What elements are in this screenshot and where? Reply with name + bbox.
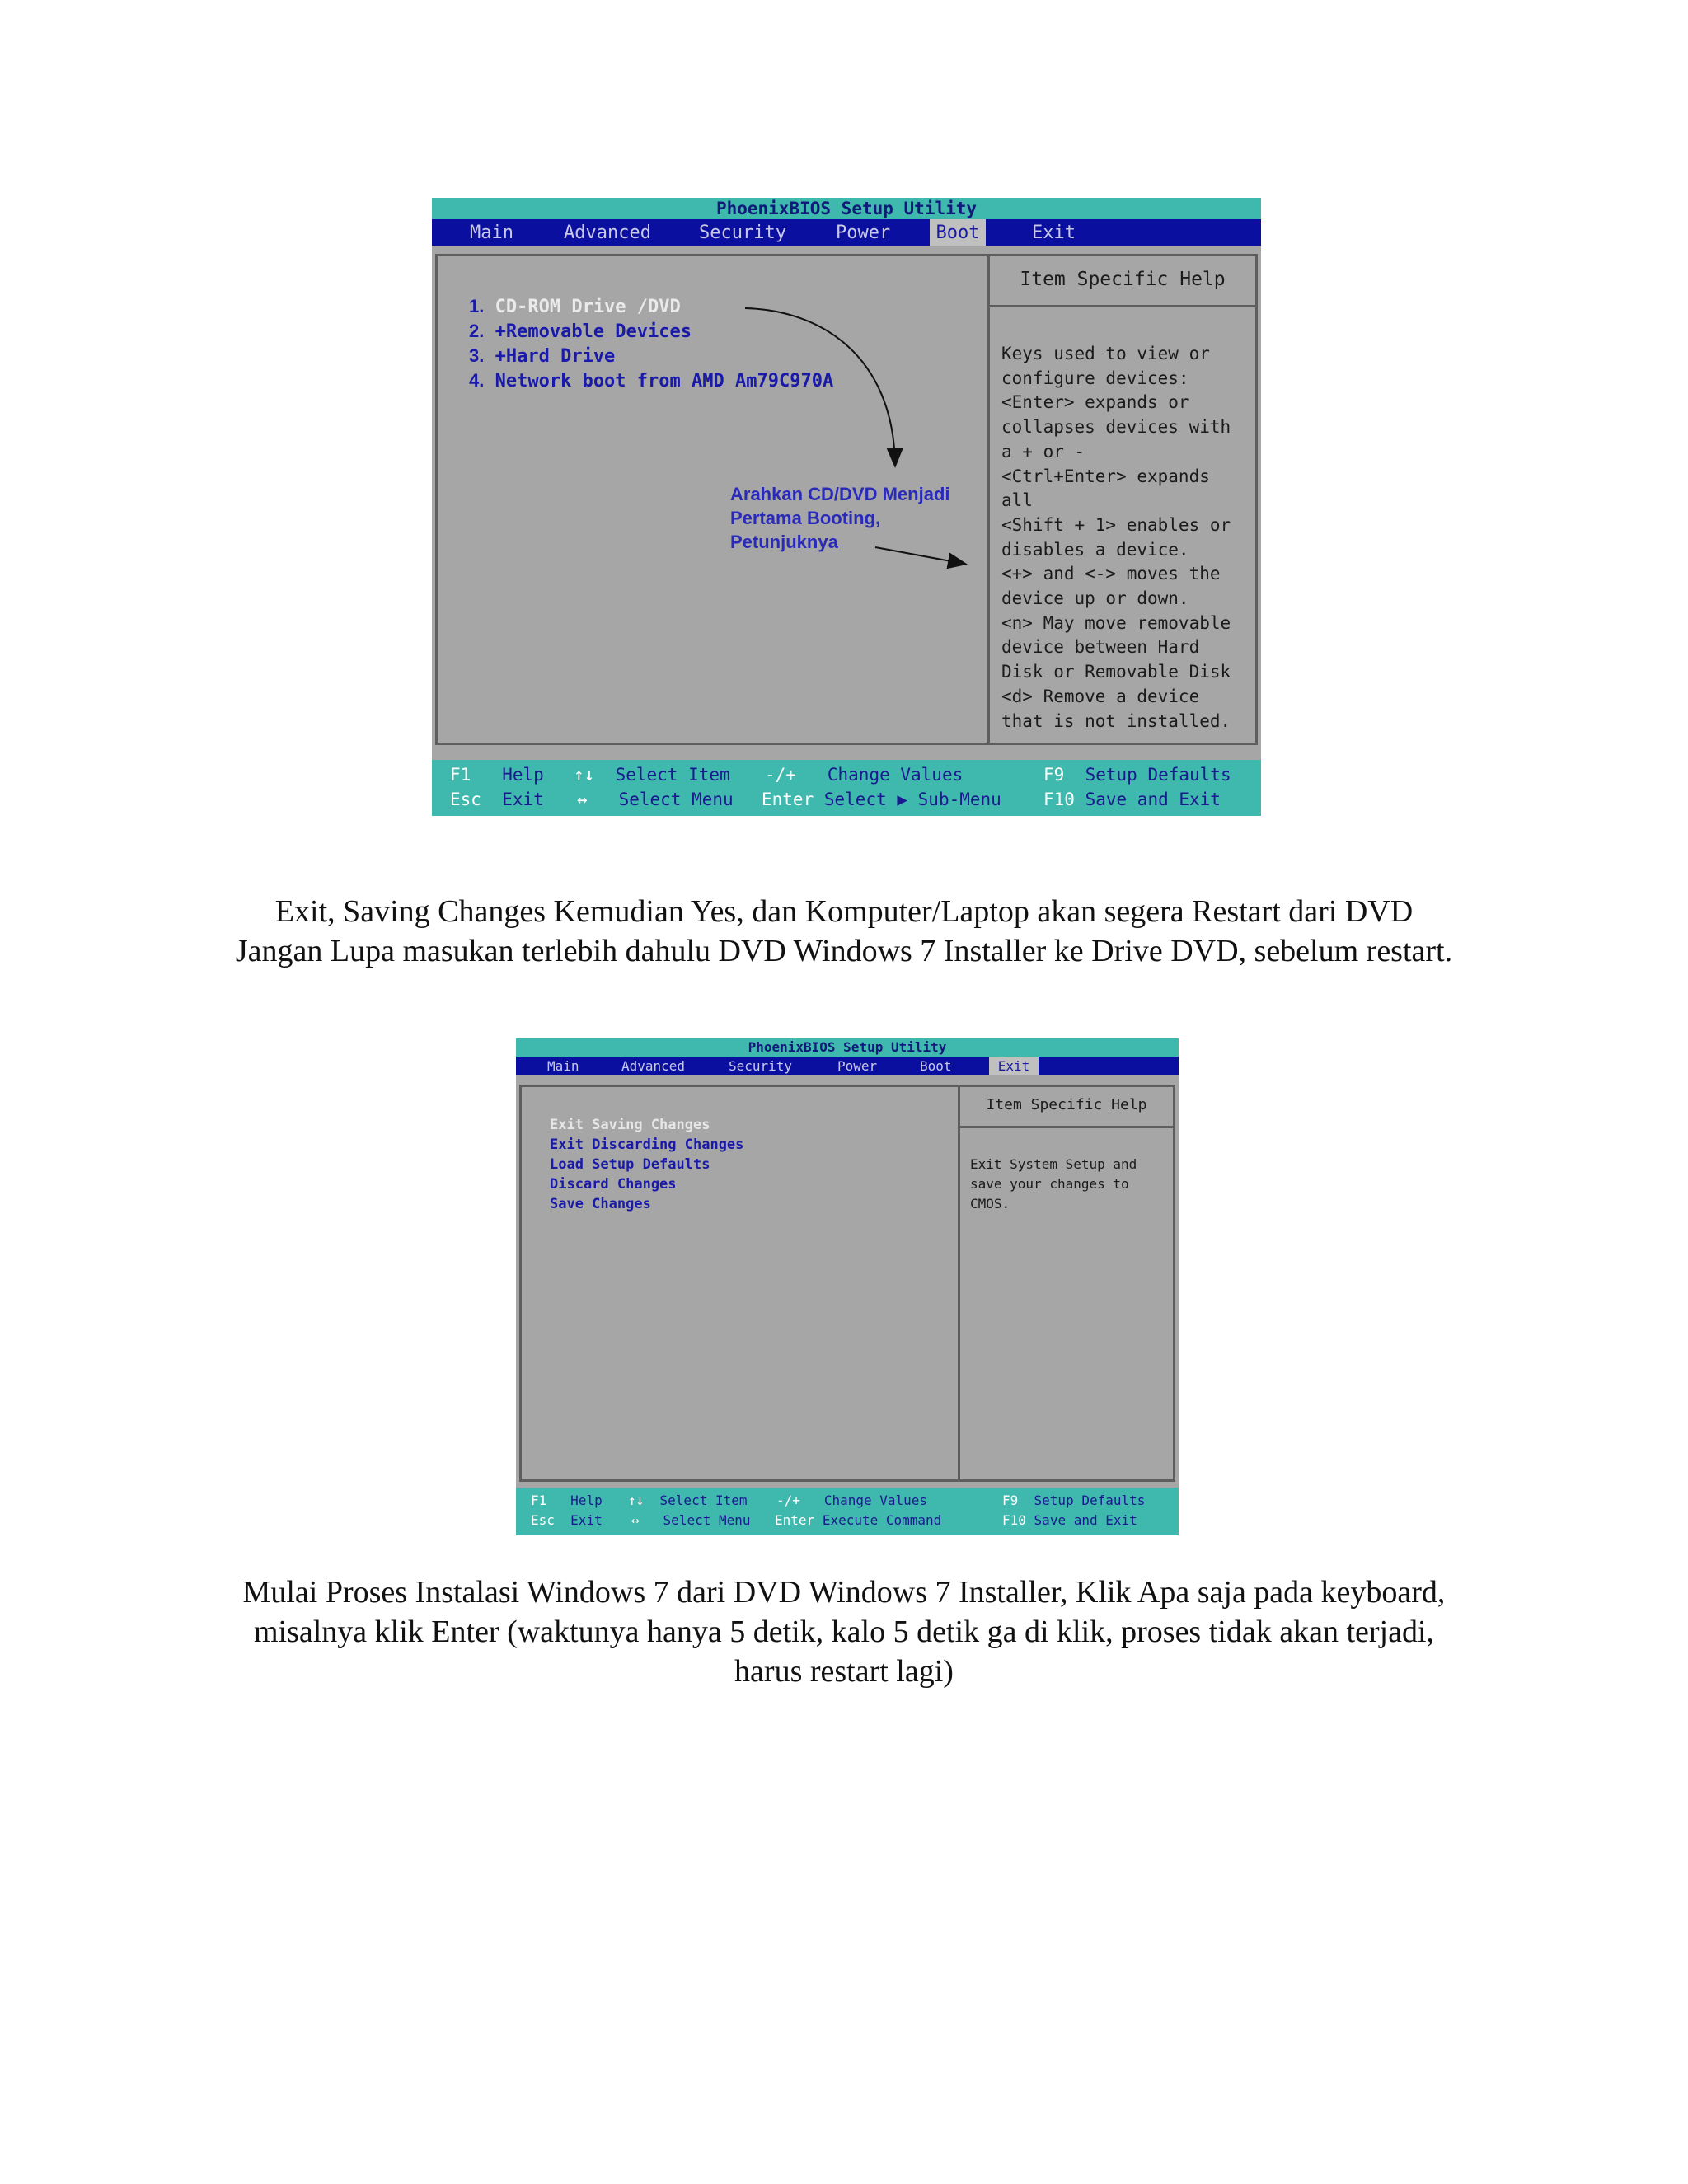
key-select-menu bbox=[631, 1512, 751, 1528]
key-f1-help bbox=[450, 765, 544, 785]
key-label: Select Menu bbox=[663, 1512, 751, 1528]
help-title: Item Specific Help bbox=[990, 256, 1255, 307]
key-label: Select Item bbox=[659, 1493, 748, 1508]
key-name: F10 bbox=[1043, 790, 1075, 809]
key-change-values bbox=[776, 1493, 927, 1508]
key-label: Exit bbox=[502, 790, 544, 809]
exit-option-save-changes[interactable]: Save Changes bbox=[550, 1196, 651, 1212]
caption-install-instructions bbox=[0, 1572, 1688, 1691]
curved-arrow bbox=[745, 308, 895, 465]
key-name: F1 bbox=[531, 1493, 547, 1508]
key-label: Setup Defaults bbox=[1085, 765, 1231, 785]
bios-boot-screenshot bbox=[432, 198, 1261, 816]
key-label: Save and Exit bbox=[1085, 790, 1221, 809]
menu-boot[interactable]: Boot bbox=[920, 1057, 952, 1074]
key-select-item bbox=[574, 765, 730, 785]
key-select-item bbox=[628, 1493, 748, 1508]
help-title: Item Specific Help bbox=[960, 1087, 1173, 1128]
help-panel bbox=[958, 1085, 1175, 1482]
key-label: Select Item bbox=[615, 765, 730, 785]
key-f9-defaults bbox=[1043, 765, 1231, 785]
key-name: -/+ bbox=[776, 1493, 800, 1508]
menu-exit[interactable]: Exit bbox=[989, 1057, 1039, 1075]
key-name: F9 bbox=[1002, 1493, 1019, 1508]
boot-item-number: 3. bbox=[469, 345, 485, 366]
exit-options-list bbox=[550, 1115, 743, 1214]
help-text: Keys used to view or configure devices: <Enter> expands or collapses devices with a + or - <Ctrl+Enter> expands all <Shift + 1> enables or disables a device. <+> and <-> moves the device up or down. <n> May move removable device between Hard Disk or Removable Disk <d> Remove a device that is not installed. bbox=[1001, 344, 1231, 731]
key-name: Esc bbox=[450, 790, 481, 809]
exit-option-load-defaults[interactable]: Load Setup Defaults bbox=[550, 1156, 710, 1173]
key-esc-exit bbox=[450, 790, 544, 809]
caption-line: Jangan Lupa masukan terlebih dahulu DVD Windows 7 Installer ke Drive DVD, sebelum restart. bbox=[235, 934, 1453, 968]
key-name: ↔ bbox=[577, 790, 588, 809]
caption-line: Exit, Saving Changes Kemudian Yes, dan Komputer/Laptop akan segera Restart dari DVD bbox=[274, 894, 1414, 929]
menu-main[interactable]: Main bbox=[547, 1057, 579, 1074]
straight-arrow bbox=[875, 547, 964, 564]
menu-exit[interactable]: Exit bbox=[1032, 222, 1076, 243]
key-label: Select ▶ Sub-Menu bbox=[823, 790, 1001, 809]
boot-item-number: 2. bbox=[469, 321, 485, 341]
key-label: Execute Command bbox=[822, 1512, 942, 1528]
key-name: ↑↓ bbox=[574, 765, 595, 785]
key-name: Enter bbox=[762, 790, 814, 809]
key-change-values bbox=[765, 765, 963, 785]
key-legend-footer bbox=[432, 760, 1261, 816]
help-text: Exit System Setup and save your changes to CMOS. bbox=[970, 1156, 1137, 1212]
key-legend-footer bbox=[516, 1488, 1179, 1535]
bios-menu-bar bbox=[516, 1057, 1179, 1075]
boot-item-number: 4. bbox=[469, 370, 485, 391]
key-label: Exit bbox=[570, 1512, 603, 1528]
boot-item-label: Network boot from AMD Am79C970A bbox=[495, 371, 834, 391]
caption-line: misalnya klik Enter (waktunya hanya 5 detik, kalo 5 detik ga di klik, proses tidak akan terjadi, bbox=[253, 1615, 1434, 1649]
key-select-menu bbox=[577, 790, 734, 809]
key-f10-save bbox=[1043, 790, 1221, 809]
key-label: Setup Defaults bbox=[1034, 1493, 1146, 1508]
exit-option-discarding[interactable]: Exit Discarding Changes bbox=[550, 1137, 744, 1153]
menu-power[interactable]: Power bbox=[836, 222, 891, 243]
caption-line: harus restart lagi) bbox=[734, 1654, 954, 1689]
key-label: Change Values bbox=[827, 765, 964, 785]
boot-item-label: CD-ROM Drive /DVD bbox=[495, 297, 681, 317]
key-f10-save bbox=[1002, 1512, 1137, 1528]
exit-option-discard-changes[interactable]: Discard Changes bbox=[550, 1176, 677, 1193]
menu-security[interactable]: Security bbox=[729, 1057, 793, 1074]
menu-power[interactable]: Power bbox=[837, 1057, 878, 1074]
key-name: Esc bbox=[531, 1512, 555, 1528]
menu-main[interactable]: Main bbox=[470, 222, 513, 243]
key-name: F10 bbox=[1002, 1512, 1026, 1528]
exit-options-panel bbox=[519, 1085, 961, 1482]
help-panel bbox=[987, 254, 1258, 745]
key-label: Help bbox=[502, 765, 544, 785]
bios-exit-screenshot bbox=[516, 1038, 1179, 1535]
menu-boot[interactable]: Boot bbox=[930, 219, 986, 246]
key-name: Enter bbox=[775, 1512, 815, 1528]
key-esc-exit bbox=[531, 1512, 603, 1528]
boot-item-label: +Hard Drive bbox=[495, 346, 616, 367]
menu-advanced[interactable]: Advanced bbox=[621, 1057, 686, 1074]
key-label: Change Values bbox=[823, 1493, 928, 1508]
key-f9-defaults bbox=[1002, 1493, 1145, 1508]
key-label: Help bbox=[570, 1493, 603, 1508]
key-name: -/+ bbox=[765, 765, 796, 785]
menu-advanced[interactable]: Advanced bbox=[564, 222, 651, 243]
key-name: F1 bbox=[450, 765, 471, 785]
caption-line: Mulai Proses Instalasi Windows 7 dari DVD Windows 7 Installer, Klik Apa saja pada keyboard, bbox=[242, 1575, 1446, 1610]
bios-title: PhoenixBIOS Setup Utility bbox=[432, 198, 1261, 219]
menu-security[interactable]: Security bbox=[699, 222, 786, 243]
key-name: ↑↓ bbox=[628, 1493, 645, 1508]
key-label: Select Menu bbox=[618, 790, 734, 809]
caption-exit-instructions bbox=[0, 892, 1688, 971]
key-enter-execute bbox=[775, 1512, 941, 1528]
key-f1-help bbox=[531, 1493, 603, 1508]
key-enter-submenu bbox=[762, 790, 1001, 809]
bios-title: PhoenixBIOS Setup Utility bbox=[516, 1038, 1179, 1057]
boot-item-number: 1. bbox=[469, 296, 485, 316]
annotation-text: Arahkan CD/DVD Menjadi Pertama Booting, Petunjuknya bbox=[730, 484, 950, 552]
key-name: ↔ bbox=[631, 1512, 640, 1528]
exit-option-saving[interactable]: Exit Saving Changes bbox=[550, 1117, 710, 1133]
boot-item-label: +Removable Devices bbox=[495, 321, 692, 342]
key-name: F9 bbox=[1043, 765, 1065, 785]
key-label: Save and Exit bbox=[1034, 1512, 1137, 1528]
